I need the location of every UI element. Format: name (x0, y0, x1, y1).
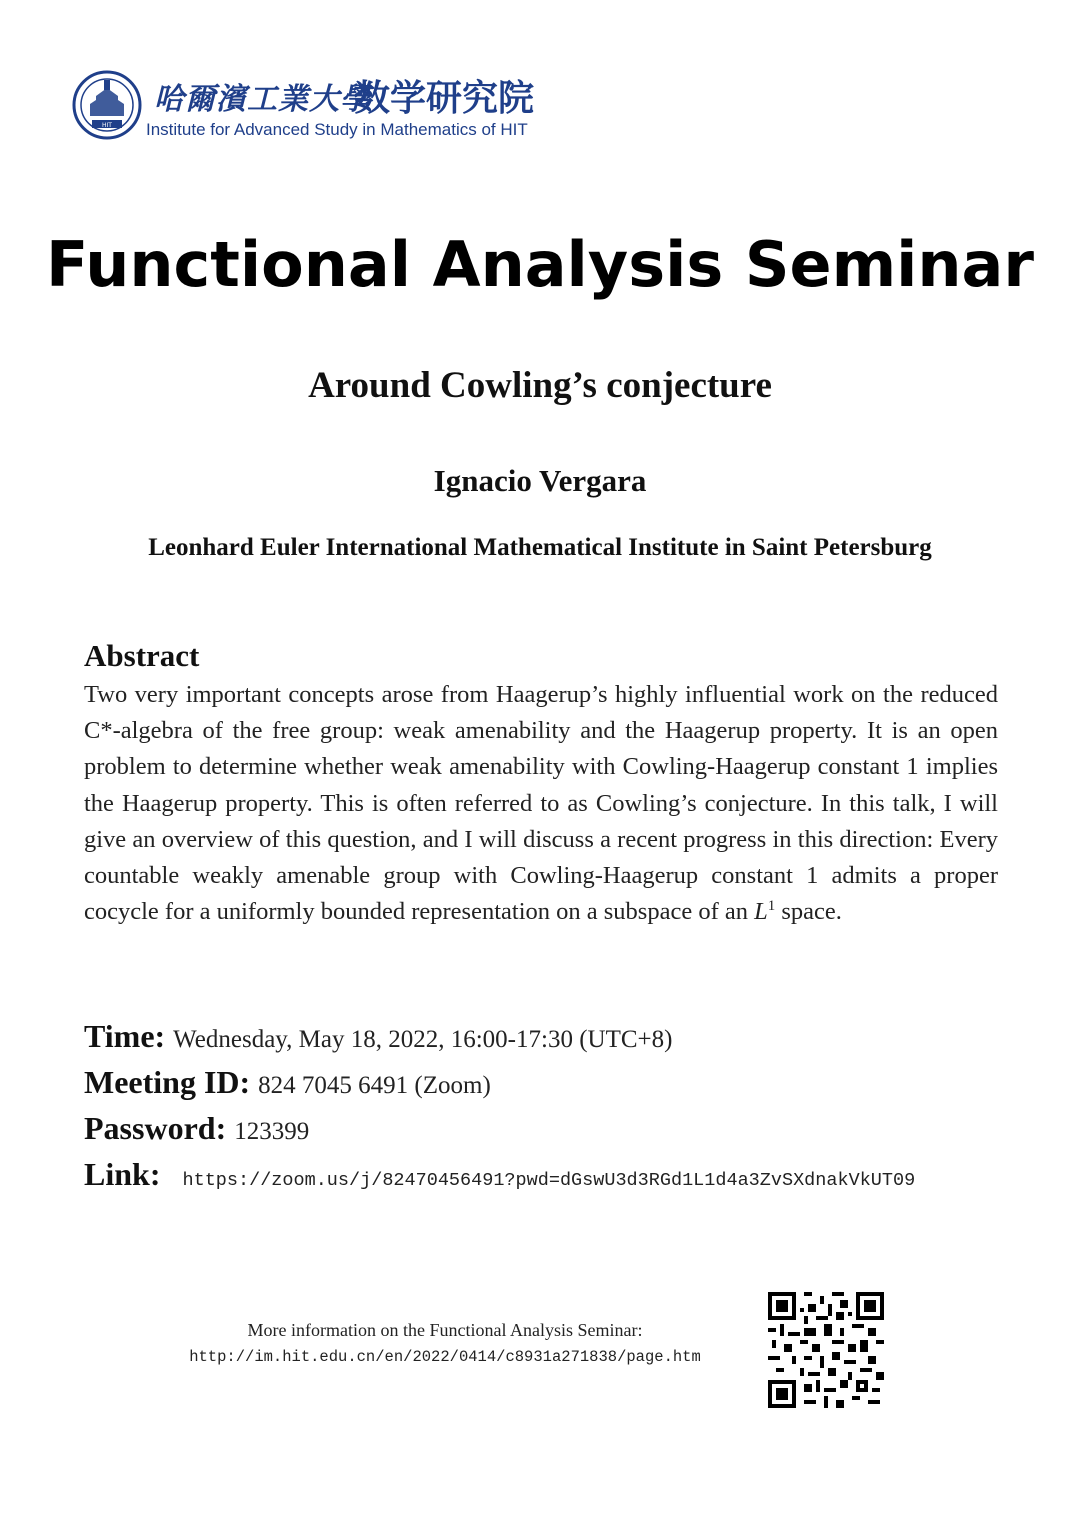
time-row (84, 1018, 672, 1055)
abstract-body: Two very important concepts arose from Haagerup’s highly influential work on the reduced C*-algebra of the free group: weak amenability and the Haagerup property. It is an open problem to determine whether weak amenability with Cowling-Haagerup constant 1 implies the Haagerup property. This is often referred to as Cowling’s conjecture. In this talk, I will give an overview of this question, and I will discuss a recent progress in this direction: Every countable weakly amenable group with Cowling-Haagerup constant 1 admits a proper cocycle for a uniformly bounded representation on a subspace of an (84, 681, 998, 926)
math-symbol: L (754, 898, 768, 926)
footer-text: More information on the Functional Analysis Seminar: (247, 1320, 643, 1340)
institute-logo (72, 68, 632, 148)
zoom-link[interactable]: https://zoom.us/j/82470456491?pwd=dGswU3d3RGd1L1d4a3ZvSXdnakVkUT09 (182, 1170, 916, 1191)
abstract-text (84, 677, 998, 930)
password-label: Password: (84, 1110, 227, 1146)
meeting-id-value: 824 7045 6491 (Zoom) (258, 1072, 491, 1099)
link-row (84, 1156, 915, 1193)
qr-code-icon[interactable] (768, 1292, 884, 1408)
abstract-heading: Abstract (84, 638, 200, 673)
footer (160, 1320, 730, 1366)
logo-chinese-university: 哈爾濱工業大學 (154, 82, 371, 117)
seminar-title: Functional Analysis Seminar (46, 228, 1034, 301)
link-label: Link: (84, 1156, 161, 1192)
hit-seal-icon (72, 70, 142, 140)
password-value: 123399 (234, 1118, 310, 1145)
talk-title: Around Cowling’s conjecture (308, 365, 772, 406)
svg-text:HIT: HIT (102, 122, 112, 129)
time-label: Time: (84, 1018, 166, 1054)
time-value: Wednesday, May 18, 2022, 16:00-17:30 (UTC+8) (173, 1026, 673, 1053)
abstract-body-end: space. (781, 898, 842, 926)
logo-english-name: Institute for Advanced Study in Mathematics of HIT (146, 120, 528, 139)
meeting-id-label: Meeting ID: (84, 1064, 251, 1100)
seminar-url[interactable]: http://im.hit.edu.cn/en/2022/0414/c8931a271838/page.htm (189, 1348, 701, 1366)
speaker-name: Ignacio Vergara (433, 463, 647, 498)
password-row (84, 1110, 309, 1147)
math-superscript: 1 (767, 898, 776, 915)
logo-chinese-institute: 数学研究院 (354, 78, 535, 119)
meeting-id-row (84, 1064, 491, 1101)
speaker-affiliation: Leonhard Euler International Mathematical Institute in Saint Petersburg (148, 534, 932, 561)
